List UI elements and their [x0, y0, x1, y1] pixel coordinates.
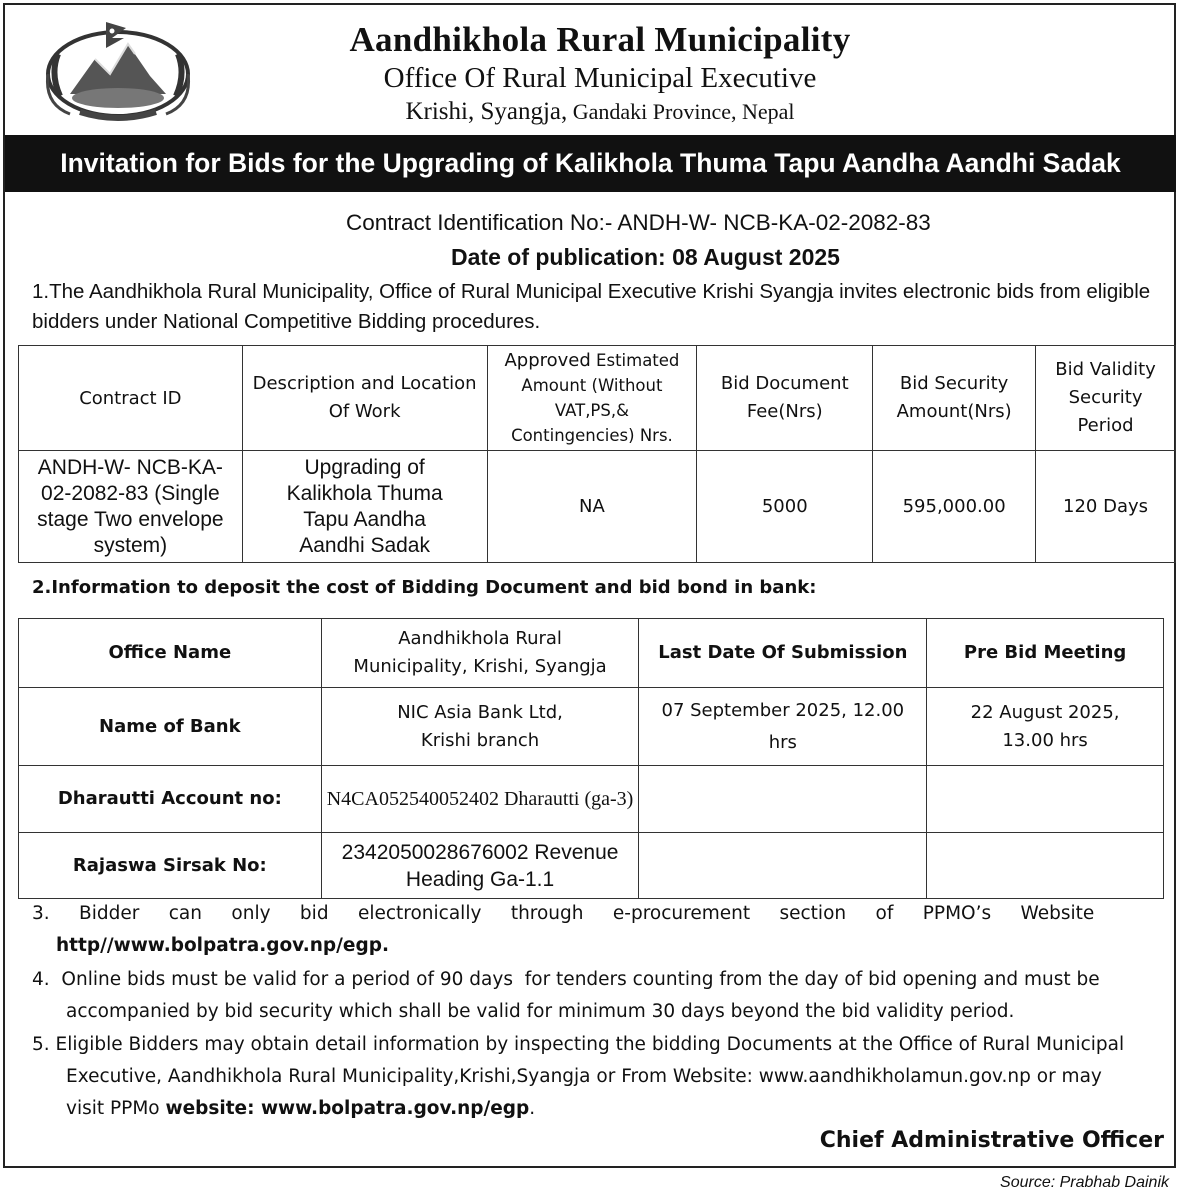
- item-4-line-1: 4. Online bids must be valid for a period of 90 days for tenders counting from the day of bid opening and must be: [32, 969, 1100, 990]
- cell-estimated-amount: NA: [487, 451, 697, 563]
- item-5-line-2: Executive, Aandhikhola Rural Municipality,Krishi,Syangja or From Website: www.aandhikholamun.gov.np or may: [66, 1066, 1102, 1087]
- header-description: Description and Location Of Work: [242, 346, 487, 451]
- cell-description: Upgrading of Kalikhola Thuma Tapu Aandha Aandhi Sadak: [242, 451, 487, 563]
- item-5-line-1: 5. Eligible Bidders may obtain detail information by inspecting the bidding Documents at the Office of Rural Municipal: [32, 1034, 1125, 1055]
- office-name-value: Aandhikhola Rural Municipality, Krishi, Syangja: [321, 619, 639, 688]
- bank-info-table: [18, 618, 1164, 899]
- signatory: Chief Administrative Officer: [819, 1128, 1164, 1153]
- publication-date: Date of publication: 08 August 2025: [451, 244, 840, 270]
- header-estimated-amount: Approved Estimated Amount (Without VAT,PS,& Contingencies) Nrs.: [487, 346, 697, 451]
- header-bid-security: Bid Security Amount(Nrs): [873, 346, 1036, 451]
- table-row: [19, 619, 1164, 688]
- pre-bid-value: 22 August 2025, 13.00 hrs: [927, 688, 1164, 766]
- table-row: [19, 833, 1164, 899]
- nepal-emblem-icon: [40, 14, 195, 124]
- bank-name-value: NIC Asia Bank Ltd, Krishi branch: [321, 688, 639, 766]
- cell-contract-id: ANDH-W- NCB-KA-02-2082-83 (Single stage Two envelope system): [19, 451, 243, 563]
- table-row: [19, 688, 1164, 766]
- office-title: Office Of Rural Municipal Executive: [383, 62, 817, 94]
- section-2-title: 2.Information to deposit the cost of Bidding Document and bid bond in bank:: [32, 577, 817, 598]
- table-header-row: [19, 346, 1176, 451]
- table-row: [19, 766, 1164, 833]
- dharautti-value: N4CA052540052402 Dharautti (ga-3): [321, 766, 639, 833]
- last-date-value: 07 September 2025, 12.00 hrs: [639, 688, 927, 766]
- table-row: [19, 451, 1176, 563]
- header-validity: Bid Validity Security Period: [1036, 346, 1176, 451]
- intro-paragraph: 1.The Aandhikhola Rural Municipality, Office of Rural Municipal Executive Krishi Syangja invites electronic bids from eligible bidders under National Competitive Bidding procedures.: [32, 280, 1151, 333]
- pre-bid-label: Pre Bid Meeting: [927, 619, 1164, 688]
- item-3: 3. Bidder can only bid electronically through e-procurement section of PPMO’s Website: [32, 903, 1095, 924]
- bid-table: [18, 345, 1176, 563]
- empty-cell: [639, 833, 927, 899]
- empty-cell: [927, 833, 1164, 899]
- rajaswa-value: 2342050028676002 Revenue Heading Ga-1.1: [321, 833, 639, 899]
- rajaswa-label: Rajaswa Sirsak No:: [19, 833, 322, 899]
- header-contract-id: Contract ID: [19, 346, 243, 451]
- notice-banner: Invitation for Bids for the Upgrading of Kalikhola Thuma Tapu Aandha Aandhi Sadak: [5, 135, 1176, 192]
- dharautti-label: Dharautti Account no:: [19, 766, 322, 833]
- cell-validity: 120 Days: [1036, 451, 1176, 563]
- bank-name-label: Name of Bank: [19, 688, 322, 766]
- office-address: Krishi, Syangja, Gandaki Province, Nepal: [405, 98, 795, 125]
- cell-bid-security: 595,000.00: [873, 451, 1036, 563]
- ppmo-url-link[interactable]: http//www.bolpatra.gov.np/egp.: [56, 935, 389, 956]
- cell-doc-fee: 5000: [697, 451, 873, 563]
- office-name-label: Office Name: [19, 619, 322, 688]
- empty-cell: [927, 766, 1164, 833]
- source-credit: Source: Prabhab Dainik: [1000, 1174, 1169, 1191]
- header-doc-fee: Bid Document Fee(Nrs): [697, 346, 873, 451]
- item-4-line-2: accompanied by bid security which shall be valid for minimum 30 days beyond the bid validity period.: [66, 1001, 1015, 1022]
- empty-cell: [639, 766, 927, 833]
- last-date-label: Last Date Of Submission: [639, 619, 927, 688]
- municipality-title: Aandhikhola Rural Municipality: [349, 20, 851, 59]
- bolpatra-link[interactable]: website: www.bolpatra.gov.np/egp: [165, 1098, 530, 1119]
- item-5-line-3: visit PPMo website: www.bolpatra.gov.np/egp.: [66, 1098, 536, 1119]
- contract-identification: Contract Identification No:- ANDH-W- NCB-KA-02-2082-83: [346, 210, 931, 235]
